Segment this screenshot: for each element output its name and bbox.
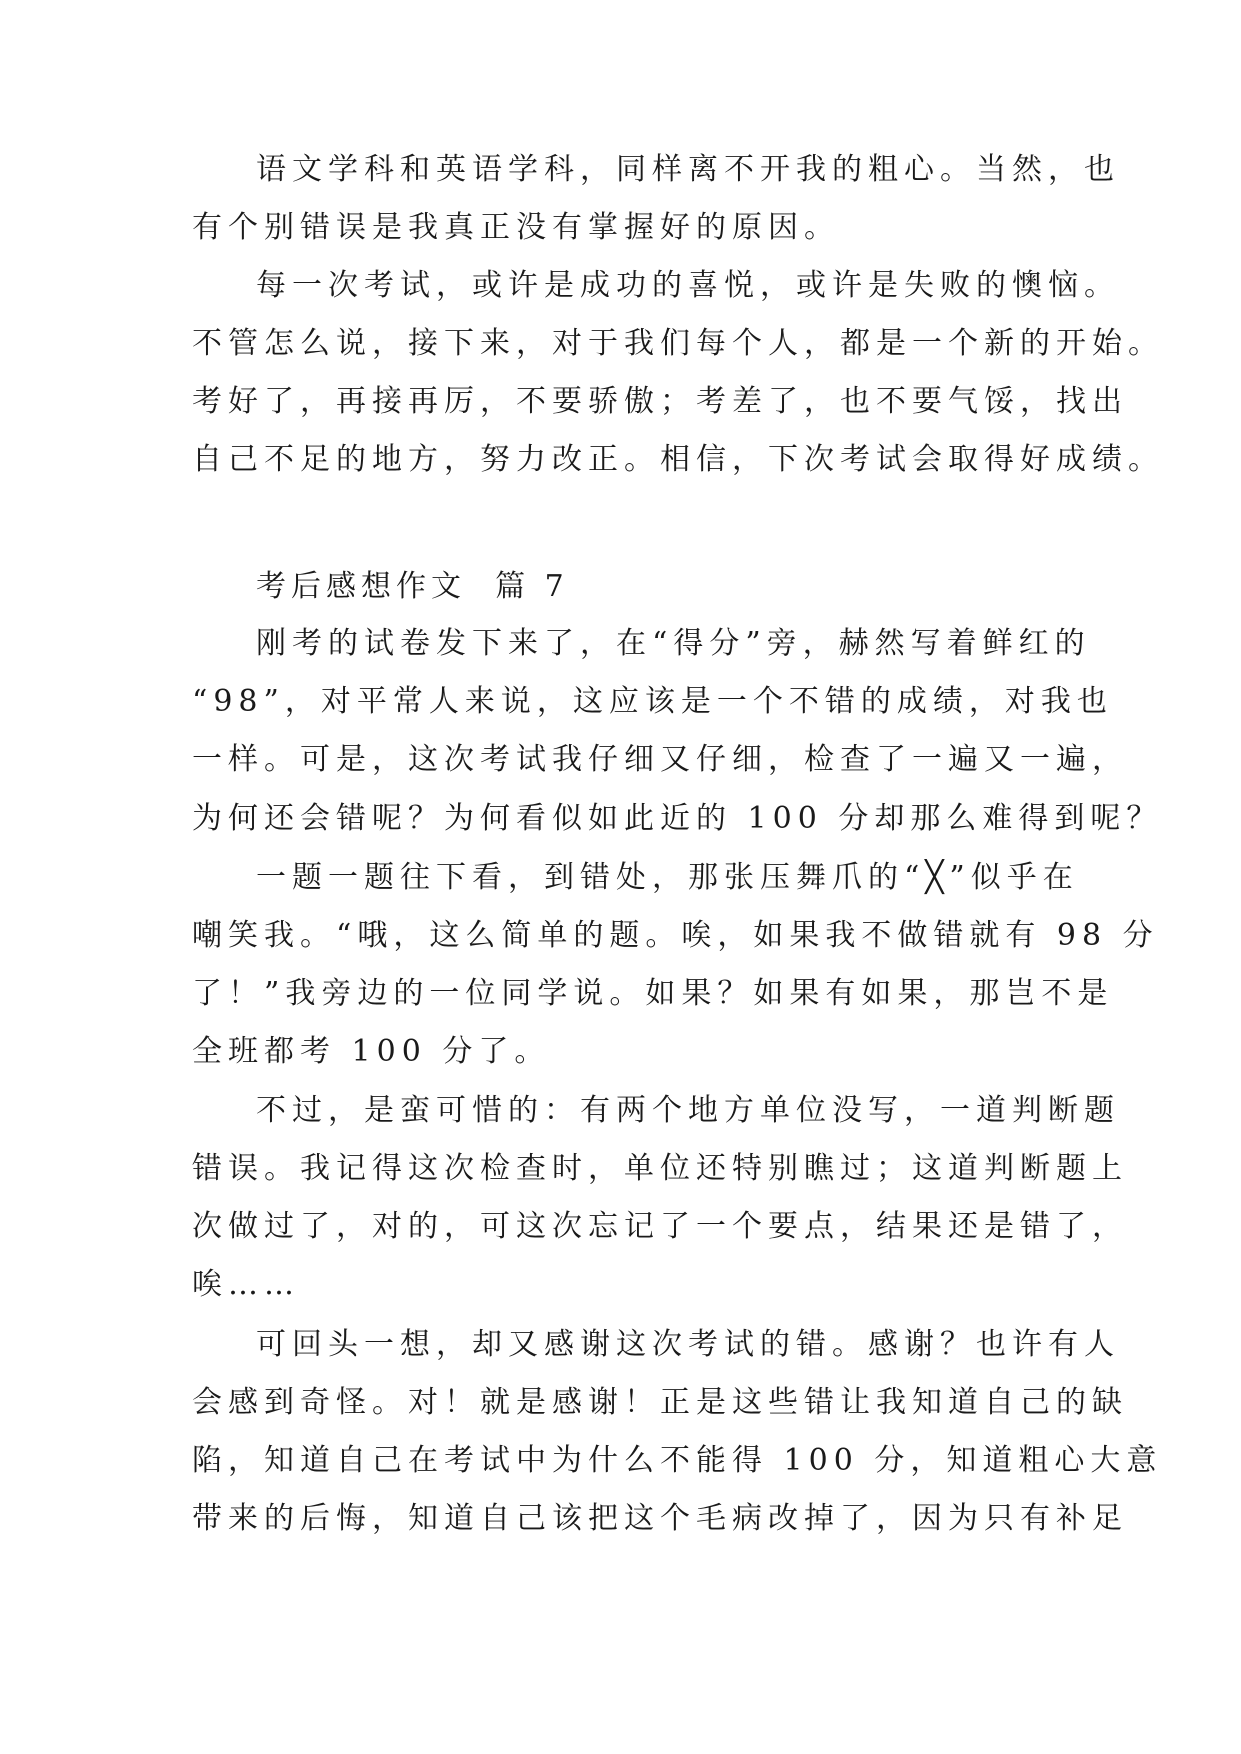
paragraph-line: 会感到奇怪。对！就是感谢！正是这些错让我知道自己的缺	[192, 1385, 1128, 1420]
paragraph-line: “98”，对平常人来说，这应该是一个不错的成绩，对我也	[192, 684, 1113, 719]
paragraph-line: 考好了，再接再厉，不要骄傲；考差了，也不要气馁，找出	[192, 384, 1128, 419]
section-title: 考后感想作文 篇 7	[256, 569, 569, 604]
paragraph-line: 唉……	[192, 1267, 300, 1302]
paragraph-line: 陷，知道自己在考试中为什么不能得 100 分，知道粗心大意	[192, 1443, 1163, 1478]
paragraph-line: 可回头一想，却又感谢这次考试的错。感谢？也许有人	[256, 1327, 1120, 1362]
paragraph-line: 错误。我记得这次检查时，单位还特别瞧过；这道判断题上	[192, 1151, 1128, 1186]
paragraph-line: 每一次考试，或许是成功的喜悦，或许是失败的懊恼。	[256, 268, 1120, 303]
paragraph-line: 次做过了，对的，可这次忘记了一个要点，结果还是错了，	[192, 1209, 1128, 1244]
paragraph-line: 全班都考 100 分了。	[192, 1034, 551, 1069]
paragraph-line: 不过，是蛮可惜的：有两个地方单位没写，一道判断题	[256, 1093, 1120, 1128]
paragraph-line: 自己不足的地方，努力改正。相信，下次考试会取得好成绩。	[192, 442, 1164, 477]
paragraph-line: 刚考的试卷发下来了，在“得分”旁，赫然写着鲜红的	[256, 626, 1091, 661]
paragraph-line: 为何还会错呢？为何看似如此近的 100 分却那么难得到呢？	[192, 801, 1163, 836]
paragraph-line: 不管怎么说，接下来，对于我们每个人，都是一个新的开始。	[192, 326, 1164, 361]
paragraph-line: 一题一题往下看，到错处，那张压舞爪的“╳”似乎在	[256, 860, 1079, 895]
paragraph-line: 一样。可是，这次考试我仔细又仔细，检查了一遍又一遍，	[192, 742, 1128, 777]
paragraph-line: 了！”我旁边的一位同学说。如果？如果有如果，那岂不是	[192, 976, 1114, 1011]
paragraph-line: 带来的后悔，知道自己该把这个毛病改掉了，因为只有补足	[192, 1501, 1128, 1536]
paragraph-line: 嘲笑我。“哦，这么简单的题。唉，如果我不做错就有 98 分	[192, 918, 1159, 953]
paragraph-line: 语文学科和英语学科，同样离不开我的粗心。当然，也	[256, 152, 1120, 187]
paragraph-line: 有个别错误是我真正没有掌握好的原因。	[192, 210, 840, 245]
